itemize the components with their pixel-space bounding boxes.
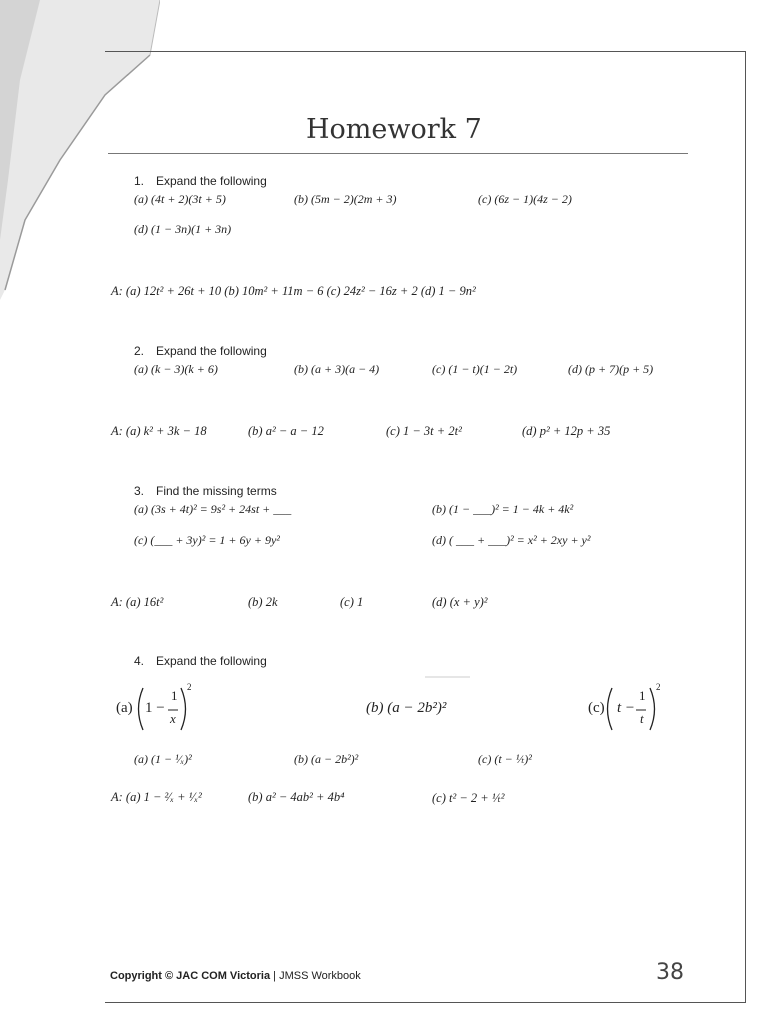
q3-part-c: (c) (___ + 3y)² = 1 + 6y + 9y² (134, 533, 280, 547)
q3-part-a: (a) (3s + 4t)² = 9s² + 24st + ___ (134, 502, 292, 516)
q2-part-c: (c) (1 − t)(1 − 2t) (432, 362, 518, 376)
q3-part-b: (b) (1 − ___)² = 1 − 4k + 4k² (432, 502, 574, 516)
q4-big-a-denominator: x (170, 711, 176, 726)
q3-number: 3. (134, 484, 145, 498)
q4-big-c-exponent: 2 (656, 682, 661, 692)
right-paren (650, 688, 655, 730)
q3-part-d: (d) ( ___ + ___)² = x² + 2xy + y² (432, 533, 591, 547)
q2-answer-c: (c) 1 − 3t + 2t² (386, 424, 462, 438)
q4-part-b: (b) (a − 2b²)² (294, 752, 359, 766)
q4-answer-c: (c) t² − 2 + ¹⁄ₜ² (432, 791, 505, 805)
q2-number: 2. (134, 344, 145, 358)
q2-part-b: (b) (a + 3)(a − 4) (294, 362, 380, 376)
q2-part-a: (a) (k − 3)(k + 6) (134, 362, 218, 376)
q4-prompt: Expand the following (156, 654, 267, 668)
q4-big-c-label: (c) (588, 700, 605, 716)
footer-copyright: Copyright © JAC COM Victoria (110, 970, 271, 982)
q1-prompt: Expand the following (156, 174, 267, 188)
q3-answer-d: (d) (x + y)² (432, 595, 488, 609)
q4-answer-b: (b) a² − 4ab² + 4b⁴ (248, 790, 345, 804)
q4-answer-a: A: (a) 1 − ²⁄ₓ + ¹⁄ₓ² (111, 790, 202, 804)
q1-answer: A: (a) 12t² + 26t + 10 (b) 10m² + 11m − 6 (c) 24z² − 16z + 2 (d) 1 − 9n² (111, 284, 476, 298)
footer-separator: | (270, 970, 280, 982)
q3-answer-a: A: (a) 16t² (111, 595, 164, 609)
q2-answer-d: (d) p² + 12p + 35 (522, 424, 611, 438)
q4-big-b: (b) (a − 2b²)² (366, 700, 447, 716)
left-paren (139, 688, 144, 730)
left-paren (608, 688, 613, 730)
page-number: 38 (656, 960, 684, 985)
q4-big-c-numerator: 1 (639, 688, 646, 703)
q4-big-c-denominator: t (640, 711, 644, 726)
q2-answer-a: A: (a) k² + 3k − 18 (111, 424, 207, 438)
footer-workbook: JMSS Workbook (279, 970, 361, 982)
q4-part-a: (a) (1 − ¹⁄ₓ)² (134, 752, 192, 766)
q4-big-c-open: t − (617, 700, 636, 716)
q3-answer-b: (b) 2k (248, 595, 278, 609)
footer-credit (110, 970, 361, 982)
q1-part-c: (c) (6z − 1)(4z − 2) (478, 192, 572, 206)
q3-answer-c: (c) 1 (340, 595, 364, 609)
q1-part-d: (d) (1 − 3n)(1 + 3n) (134, 222, 232, 236)
q4-big-a-numerator: 1 (171, 688, 178, 703)
q2-answer-b: (b) a² − a − 12 (248, 424, 324, 438)
q4-big-a-open: 1 − (145, 700, 165, 716)
q4-big-a-exponent: 2 (187, 682, 192, 692)
q1-part-a: (a) (4t + 2)(3t + 5) (134, 192, 226, 206)
q3-prompt: Find the missing terms (156, 484, 277, 498)
q4-number: 4. (134, 654, 145, 668)
q1-number: 1. (134, 174, 145, 188)
q2-part-d: (d) (p + 7)(p + 5) (568, 362, 654, 376)
q1-part-b: (b) (5m − 2)(2m + 3) (294, 192, 397, 206)
q4-part-c: (c) (t − ¹⁄ₜ)² (478, 752, 532, 766)
q4-big-a-label: (a) (116, 700, 133, 716)
scan-smudge (425, 676, 470, 678)
title-divider (108, 153, 688, 154)
page-title: Homework 7 (306, 114, 482, 145)
right-paren (181, 688, 186, 730)
q2-prompt: Expand the following (156, 344, 267, 358)
